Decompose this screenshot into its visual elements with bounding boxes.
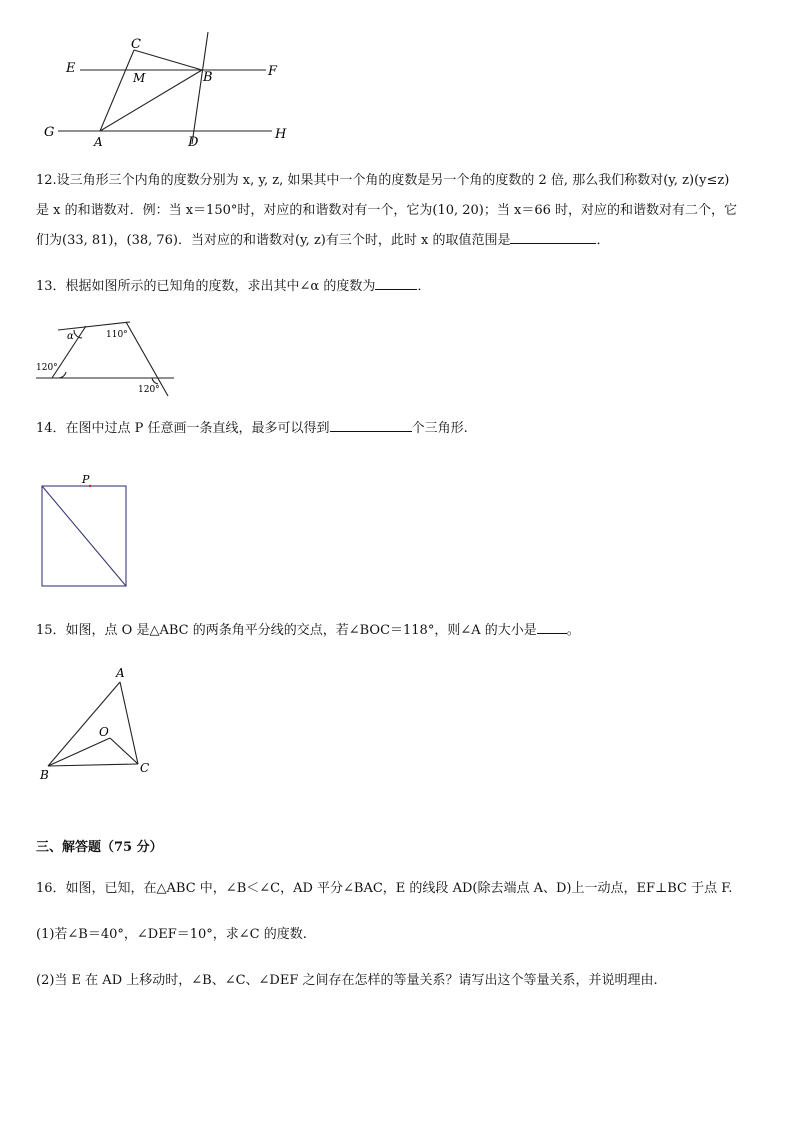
label-C: C [140,761,150,775]
figure-triangle-bisectors [36,664,166,786]
label-H: H [275,127,287,142]
q12-line3-end: ． [596,233,610,248]
question-15 [36,616,766,646]
q13-text: 13．根据如图所示的已知角的度数，求出其中∠α 的度数为 [36,279,376,294]
q16-part1: (1)若∠B＝40°，∠DEF＝10°，求∠C 的度数. [36,927,307,942]
q15-end: 。 [566,623,580,638]
section-title-answer-questions: 三、解答题（75 分） [36,840,163,855]
label-E: E [66,61,76,76]
label-P: P [82,473,90,486]
q15-text: 15．如图，点 O 是△ABC 的两条角平分线的交点，若∠BOC＝118°，则∠A 的大小是 [36,623,537,638]
label-A: A [94,135,103,149]
question-14 [36,414,766,444]
label-M: M [133,71,146,85]
q12-line3 [36,226,766,256]
q12-line3-text: 们为(33, 81)，(38, 76)．当对应的和谐数对(y, z)有三个时，此时 x 的取值范围是 [36,233,511,248]
figure-parallel-lines [40,28,300,152]
question-16 [36,874,766,904]
label-120deg-left: 120° [36,363,58,373]
q12-line1: 12.设三角形三个内角的度数分别为 x, y, z, 如果其中一个角的度数是另一个角的度数的 2 倍, 那么我们称数对(y, z)(y≤z) [36,173,730,188]
label-alpha: α [67,331,74,342]
q12-line2: 是 x 的和谐数对．例：当 x＝150°时，对应的和谐数对有一个，它为(10, 20)；当 x＝66 时，对应的和谐数对有二个，它 [36,203,738,218]
label-B: B [203,70,213,85]
label-D: D [188,135,199,150]
q16-part2: (2)当 E 在 AD 上移动时，∠B、∠C、∠DEF 之间存在怎样的等量关系？请写出这个等量关系，并说明理由. [36,973,658,988]
q14-answer-blank[interactable] [330,417,412,432]
label-C: C [131,37,141,52]
q13-end: ． [417,279,431,294]
q15-answer-blank[interactable] [537,619,567,634]
q16-text: 16．如图，已知，在△ABC 中，∠B＜∠C，AD 平分∠BAC，E 的线段 AD(除去端点 A、D)上一动点，EF⊥BC 于点 F. [36,881,733,896]
question-12 [36,166,766,256]
label-110deg: 110° [106,330,128,340]
q14-text: 14．在图中过点 P 任意画一条直线，最多可以得到 [36,421,330,436]
label-F: F [268,64,278,79]
figure-square-diagonal [36,472,136,594]
label-B: B [40,768,49,782]
label-A: A [116,666,125,680]
question-13 [36,272,766,302]
label-G: G [44,125,55,140]
q12-answer-blank[interactable] [510,229,596,244]
q14-end: 个三角形. [411,421,468,436]
label-120deg-bottom: 120° [138,385,160,395]
figure-angle-alpha [30,318,180,400]
label-O: O [99,725,109,739]
q13-answer-blank[interactable] [375,275,417,290]
